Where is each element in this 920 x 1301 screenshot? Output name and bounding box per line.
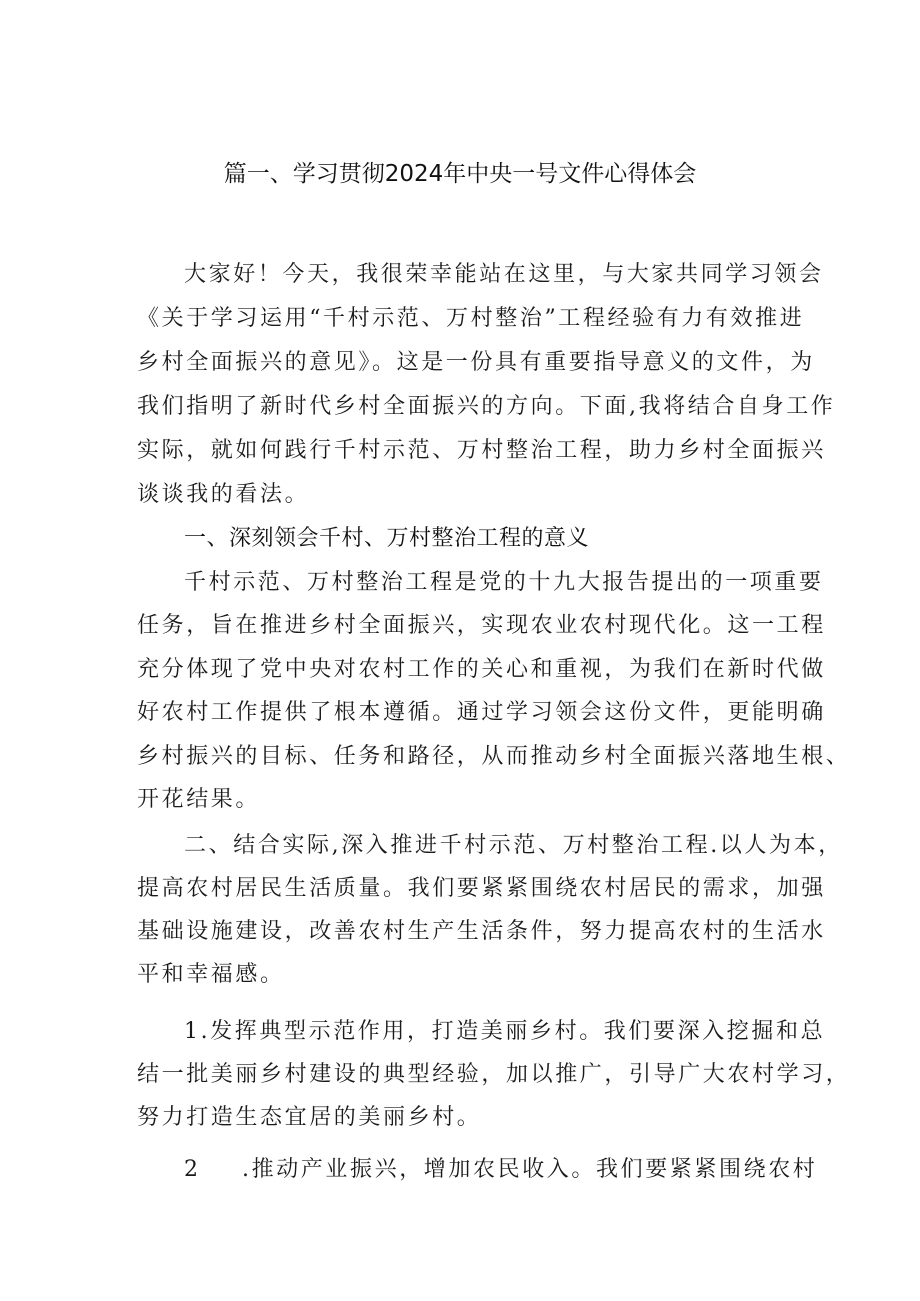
paragraph-line: 谈谈我的看法。 xyxy=(137,482,310,507)
paragraph-line: 任务，旨在推进乡村全面振兴，实现农业农村现代化。这一工程 xyxy=(137,613,826,638)
paragraph-line: 实际，就如何践行千村示范、万村整治工程，助力乡村全面振兴 xyxy=(137,438,826,463)
paragraph-line: 《关于学习运用“千村示范、万村整治”工程经验有力有效推进 xyxy=(137,306,805,331)
paragraph-line: 提高农村居民生活质量。我们要紧紧围绕农村居民的需求，加强 xyxy=(137,876,826,901)
paragraph-line: 千村示范、万村整治工程是党的十九大报告提出的一项重要 xyxy=(184,570,824,595)
paragraph-line: 乡村全面振兴的意见》。这是一份具有重要指导意义的文件，为 xyxy=(137,350,815,375)
list-number: 2 xyxy=(184,1157,201,1182)
paragraph-line: 充分体现了党中央对农村工作的关心和重视，为我们在新时代做 xyxy=(137,657,826,682)
paragraph-line: 开花结果。 xyxy=(137,787,261,812)
paragraph-line: 1.发挥典型示范作用，打造美丽乡村。我们要深入挖掘和总 xyxy=(184,1019,826,1044)
paragraph-line: 平和幸福感。 xyxy=(137,962,285,987)
section-heading: 一、深刻领会千村、万村整治工程的意义 xyxy=(184,526,590,551)
paragraph-line: 大家好！今天，我很荣幸能站在这里，与大家共同学习领会 xyxy=(184,262,824,287)
paragraph-line: 基础设施建设，改善农村生产生活条件，努力提高农村的生活水 xyxy=(137,919,826,944)
paragraph-line: 结一批美丽乡村建设的典型经验，加以推广，引导广大农村学习， xyxy=(137,1062,851,1087)
paragraph-line: 我们指明了新时代乡村全面振兴的方向。下面,我将结合自身工作 xyxy=(137,394,836,419)
paragraph-line: 二、结合实际,深入推进千村示范、万村整治工程.以人为本， xyxy=(184,833,843,858)
paragraph-line: 好农村工作提供了根本遵循。通过学习领会这份文件，更能明确 xyxy=(137,700,826,725)
paragraph-line: 乡村振兴的目标、任务和路径，从而推动乡村全面振兴落地生根、 xyxy=(137,744,851,769)
document-title: 篇一、学习贯彻2024年中央一号文件心得体会 xyxy=(223,161,697,187)
paragraph-line: .推动产业振兴，增加农民收入。我们要紧紧围绕农村 xyxy=(242,1157,818,1182)
paragraph-line: 努力打造生态宜居的美丽乡村。 xyxy=(137,1105,482,1130)
